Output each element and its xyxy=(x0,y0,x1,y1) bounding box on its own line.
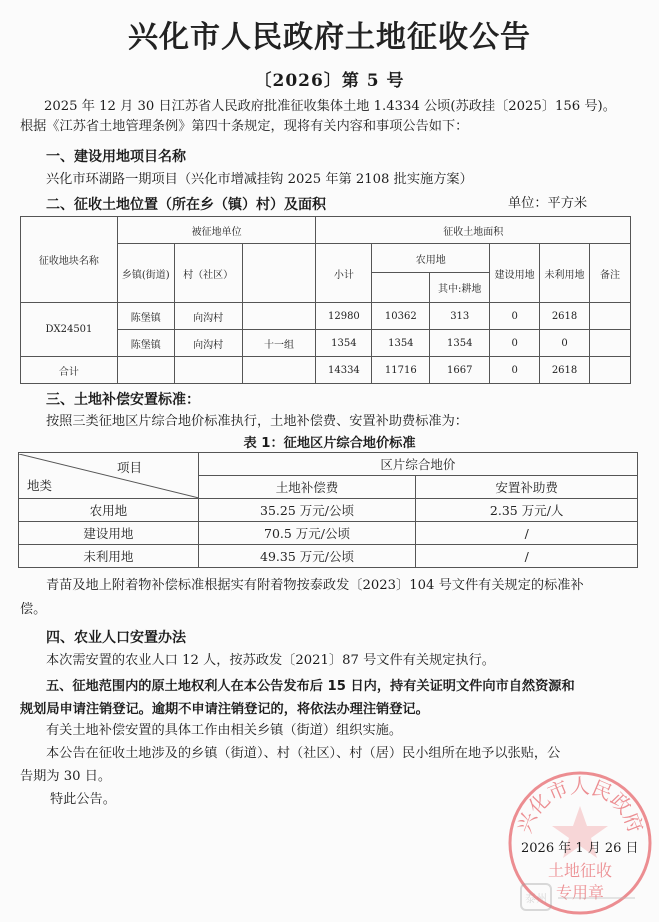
cell-construction: 0 xyxy=(490,330,540,357)
header-area-group: 征收土地面积 xyxy=(316,217,631,244)
unit-label: 单位：平方米 xyxy=(508,196,588,211)
header-group-blank xyxy=(242,244,316,303)
header-unused: 未利用地 xyxy=(540,244,590,303)
cell-subtotal: 12980 xyxy=(316,303,372,330)
cell-village: 向沟村 xyxy=(174,330,242,357)
cell-farmland: 1354 xyxy=(372,330,430,357)
cell-arable: 313 xyxy=(430,303,490,330)
closing-text: 特此公告。 xyxy=(50,792,116,807)
block-id: DX24501 xyxy=(21,303,118,357)
header-village: 村（社区） xyxy=(174,244,242,303)
section4-body: 本次需安置的农业人口 12 人，按苏政发〔2021〕87 号文件有关规定执行。 xyxy=(46,653,495,668)
resettlement-value: / xyxy=(416,545,638,568)
compensation-value: 35.25 万元/公顷 xyxy=(198,499,416,522)
svg-text:兴化市人民政府: 兴化市人民政府 xyxy=(512,773,648,837)
header-farmland: 农用地 xyxy=(372,244,490,273)
table-row xyxy=(19,522,638,545)
total-subtotal: 14334 xyxy=(316,357,372,384)
cell-remarks xyxy=(590,303,631,330)
page-title: 兴化市人民政府土地征收公告 xyxy=(128,20,531,55)
svg-text:泰州: 泰州 xyxy=(525,892,547,905)
header-construction: 建设用地 xyxy=(490,244,540,303)
compensation-standard-table xyxy=(18,452,638,568)
land-type: 建设用地 xyxy=(19,522,199,545)
intro-line-2: 根据《江苏省土地管理条例》第四十条规定，现将有关内容和事项公告如下： xyxy=(20,119,469,134)
header-resettlement-subsidy: 安置补助费 xyxy=(416,476,638,499)
compensation-value: 49.35 万元/公顷 xyxy=(198,545,416,568)
cell-group xyxy=(242,303,316,330)
header-farmland-blank xyxy=(372,273,430,303)
total-unused: 2618 xyxy=(540,357,590,384)
cell-township: 陈堡镇 xyxy=(117,303,174,330)
cell-construction: 0 xyxy=(490,303,540,330)
header-block-name: 征收地块名称 xyxy=(21,217,118,303)
section1-body: 兴化市环湖路一期项目（兴化市增减挂钩 2025 年第 2108 批实施方案） xyxy=(46,172,473,187)
total-blank xyxy=(174,357,242,384)
table-row xyxy=(19,499,638,522)
section2-heading: 二、征收土地位置（所在乡（镇）村）及面积 xyxy=(46,197,326,213)
table-row xyxy=(21,303,631,330)
cell-township: 陈堡镇 xyxy=(117,330,174,357)
cell-unused: 2618 xyxy=(540,303,590,330)
watermark-logo xyxy=(520,880,640,918)
section4-heading: 四、农业人口安置办法 xyxy=(46,630,186,646)
section3-body: 按照三类征地区片综合地价标准执行，土地补偿费、安置补助费标准为： xyxy=(46,414,468,429)
svg-text:土地征收: 土地征收 xyxy=(547,861,613,880)
total-arable: 1667 xyxy=(430,357,490,384)
header-price-group: 区片综合地价 xyxy=(198,453,637,476)
section3-heading: 三、土地补偿安置标准： xyxy=(46,392,200,408)
cell-subtotal: 1354 xyxy=(316,330,372,357)
resettlement-value: / xyxy=(416,522,638,545)
cell-farmland: 10362 xyxy=(372,303,430,330)
header-unit-group: 被征地单位 xyxy=(117,217,316,244)
corner-top-label: 项目 xyxy=(117,459,143,475)
header-land-compensation: 土地补偿费 xyxy=(198,476,416,499)
svg-text:专用章: 专用章 xyxy=(555,883,605,902)
header-arable: 其中:耕地 xyxy=(430,273,490,303)
land-area-table xyxy=(20,216,631,384)
document-number: 〔2026〕第 5 号 xyxy=(254,71,405,91)
issue-date: 2026 年 1 月 26 日 xyxy=(521,841,639,856)
posting-line-2: 告期为 30 日。 xyxy=(20,769,112,784)
total-label: 合计 xyxy=(21,357,118,384)
total-blank xyxy=(117,357,174,384)
header-township: 乡镇(街道) xyxy=(117,244,174,303)
total-construction: 0 xyxy=(490,357,540,384)
implementation-paragraph: 有关土地补偿安置的具体工作由相关乡镇（街道）组织实施。 xyxy=(46,723,403,738)
header-remarks: 备注 xyxy=(590,244,631,303)
table-row xyxy=(19,545,638,568)
crop-compensation-note-cont: 偿。 xyxy=(20,602,47,617)
compensation-value: 70.5 万元/公顷 xyxy=(198,522,416,545)
land-type: 农用地 xyxy=(19,499,199,522)
section5-line-2: 规划局申请注销登记。逾期不申请注销登记的，将依法办理注销登记。 xyxy=(20,702,429,717)
table-caption: 表 1：征地区片综合地价标准 xyxy=(243,436,416,451)
table-total-row xyxy=(21,357,631,384)
cell-arable: 1354 xyxy=(430,330,490,357)
cell-group: 十一组 xyxy=(242,330,316,357)
total-remarks xyxy=(590,357,631,384)
cell-remarks xyxy=(590,330,631,357)
section1-heading: 一、建设用地项目名称 xyxy=(46,149,186,165)
resettlement-value: 2.35 万元/人 xyxy=(416,499,638,522)
crop-compensation-note: 青苗及地上附着物补偿标准根据实有附着物按泰政发〔2023〕104 号文件有关规定的标准补 xyxy=(46,578,584,593)
corner-cell xyxy=(19,453,199,499)
intro-line-1: 2025 年 12 月 30 日江苏省人民政府批准征收集体土地 1.4334 公顷(苏政挂〔2025〕156 号)。 xyxy=(44,99,616,114)
cell-village: 向沟村 xyxy=(174,303,242,330)
section5-line-1: 五、征地范围内的原土地权利人在本公告发布后 15 日内，持有关证明文件向市自然资源和 xyxy=(46,679,575,694)
corner-bottom-label: 地类 xyxy=(27,477,53,493)
total-blank xyxy=(242,357,316,384)
header-subtotal: 小计 xyxy=(316,244,372,303)
total-farmland: 11716 xyxy=(372,357,430,384)
cell-unused: 0 xyxy=(540,330,590,357)
land-type: 未利用地 xyxy=(19,545,199,568)
posting-line-1: 本公告在征收土地涉及的乡镇（街道）、村（社区）、村（居）民小组所在地予以张贴，公 xyxy=(46,746,561,761)
